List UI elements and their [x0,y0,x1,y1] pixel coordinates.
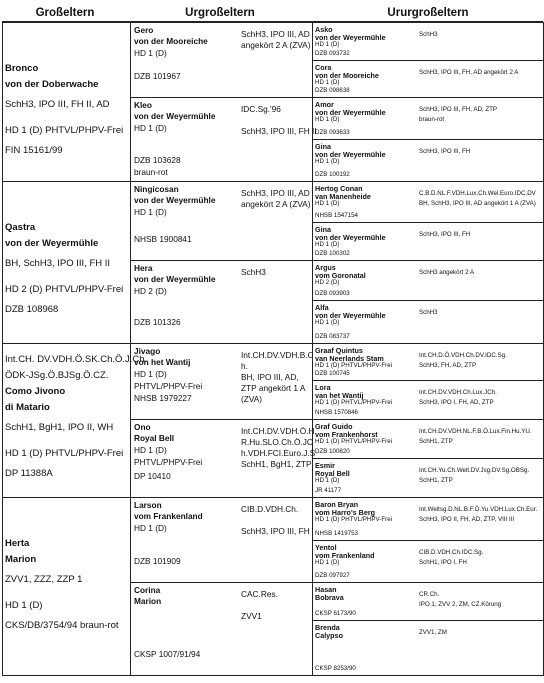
dog-registration: NHSB 1547154 [315,212,358,219]
dog-registration: DZB 093633 [315,129,350,136]
dog-titles: angekört 2 A (ZVA) [241,199,311,209]
dog-titles: SchH3, IPO I, FH, AD, ZTP [419,399,494,406]
dog-titles: SchH3, IPO III, FH II, AD [5,99,110,110]
dog-kennel: von der Mooreiche [315,71,379,80]
greatgreatgrandparent-cell [312,260,544,301]
greatgreatgrandparent-cell [312,343,544,381]
dog-registration: CKSP 1007/91/94 [134,649,201,659]
greatgrandparent-cell [130,343,313,420]
dog-name: Brenda [315,623,340,632]
dog-kennel: di Matario [5,402,50,413]
dog-hd: HD 1 (D) PHTVL/PHPV-Frei [315,438,393,445]
dog-hd: HD 1 (D) PHTVL/PHPV-Frei [315,399,393,406]
dog-hd: HD 1 (D) PHTVL/PHPV-Frei [5,448,124,459]
dog-registration: DZB 093903 [315,290,350,297]
greatgreatgrandparent-cell [312,139,544,182]
grandparent-cell [2,181,131,344]
dog-kennel: von der Weyermühle [315,33,386,42]
dog-registration: DZB 100745 [315,370,350,377]
header-grandparents: Großeltern [35,7,95,19]
dog-titles: IPO 1, ZVV 2, ZM, CZ.Körung [419,601,502,608]
dog-kennel: von der Mooreiche [134,36,208,46]
dog-kennel: von der Weyermühle [315,150,386,159]
dog-kennel: von der Weyermühle [134,111,216,121]
dog-eye: PHTVL/PHPV-Frei [134,457,203,467]
dog-hd: HD 1 (D) [315,41,340,48]
dog-registration: CKSP 6173/90 [315,610,356,617]
dog-titles: h. [241,361,248,371]
header-greatgreatgrandparents: Ururgroßeltern [387,7,469,19]
dog-name: Yentol [315,543,337,552]
dog-titles: SchH3 [241,267,266,277]
dog-kennel: von het Wantij [134,357,191,367]
dog-titles: SchH3, IPO III, FH [419,231,471,238]
dog-kennel: vom Harro's Berg [315,508,376,517]
dog-kennel: von der Weyermühle [315,311,386,320]
dog-kennel: vom Frankenhorst [315,430,378,439]
dog-titles: SchH3, IPO III, AD [241,29,310,39]
dog-titles: ZTP angekört 1 A [241,383,306,393]
dog-registration: FIN 15161/99 [5,145,63,156]
dog-hd: HD 2 (D) [315,279,340,286]
dog-titles: CAC.Res. [241,589,278,599]
dog-kennel: von der Weyermühle [315,233,386,242]
dog-titles: angekört 2 A (ZVA) [241,40,311,50]
dog-hd: HD 1 (D) [134,445,167,455]
dog-eye: PHTVL/PHPV-Frei [134,381,203,391]
dog-registration: NHSB 1419753 [315,530,358,537]
dog-name: Ningicosan [134,184,179,194]
dog-hd: HD 1 (D) [134,523,167,533]
dog-titles: SchH1, ZTP [419,477,453,484]
greatgreatgrandparent-cell [312,181,544,223]
greatgreatgrandparent-cell [312,222,544,261]
dog-registration: DZB 100302 [315,250,350,257]
dog-registration: DZB 098638 [315,87,350,94]
dog-registration: DZB 093732 [315,50,350,57]
dog-name: Ono [134,422,151,432]
dog-titles: BH, SchH3, IPO III, FH II [5,258,111,269]
dog-hd: HD 1 (D) PHTVL/PHPV-Frei [5,125,124,136]
dog-name: Lora [315,383,331,392]
dog-kennel: von der Weyermühle [5,238,99,249]
dog-hd: HD 1 (D) PHTVL/PHPV-Frei [315,516,393,523]
dog-titles: SchH3, IPO III, FH II [241,126,317,136]
dog-name: Graaf Quintus [315,346,363,355]
dog-registration: DZB 100192 [315,171,350,178]
dog-registration: DZB 101967 [134,71,181,81]
dog-name: Graf Guido [315,422,353,431]
dog-titles: SchH3, IPO III, AD [241,188,310,198]
dog-registration: DZB 097927 [315,572,350,579]
dog-titles: ZVV1 [241,611,262,621]
dog-registration: NHSB 1979227 [134,393,192,403]
dog-name: Qastra [5,222,36,233]
dog-name: Alfa [315,303,329,312]
greatgrandparent-cell [130,22,313,98]
dog-kennel: von der Weyermühle [134,195,216,205]
dog-titles: SchH1, BgH1, ZTP [241,459,312,469]
dog-titles: Int.CH.DV.VDH.Ch.Lux.JCh. [419,389,497,396]
dog-hd: HD 1 (D) [315,200,340,207]
greatgreatgrandparent-cell [312,540,544,583]
dog-name: Gina [315,225,331,234]
dog-kennel: Marion [134,596,162,606]
dog-hd: HD 1 (D) [315,319,340,326]
greatgreatgrandparent-cell [312,60,544,98]
dog-registration: DZB 103628 [134,155,181,165]
dog-kennel: van het Wantij [315,391,364,400]
greatgreatgrandparent-cell [312,22,544,61]
dog-hd: HD 1 (D) PHTVL/PHPV-Frei [315,362,393,369]
greatgreatgrandparent-cell [312,97,544,140]
dog-kennel: Royal Bell [315,469,350,478]
dog-hd: HD 2 (D) [134,286,167,296]
dog-titles: (ZVA) [241,394,263,404]
dog-registration: DZB 101326 [134,317,181,327]
dog-kennel: vom Frankenland [134,511,203,521]
header-greatgrandparents: Urgroßeltern [185,7,255,19]
titles-prefix: Int.CH. DV.VDH.Ö.SK.Ch.Ö.J.Ch. [5,354,148,365]
dog-kennel: Marion [5,554,37,565]
grandparent-cell [2,22,131,182]
dog-name: Gero [134,25,154,35]
greatgreatgrandparent-cell [312,620,544,676]
dog-registration: NHSB 1570846 [315,409,358,416]
dog-registration: DP 10410 [134,471,171,481]
dog-name: Herta [5,538,30,549]
dog-titles: braun-rot [419,116,445,123]
dog-registration: DZB 101909 [134,556,181,566]
greatgrandparent-cell [130,260,313,344]
dog-titles: ZVV1, ZM [419,629,447,636]
dog-titles: SchH1, ZTP [419,438,453,445]
dog-hd: HD 1 (D) [315,477,340,484]
dog-hd: HD 1 (D) [315,116,340,123]
dog-kennel: vom Goronatal [315,271,366,280]
dog-hd: HD 1 (D) [315,79,340,86]
dog-titles: SchH3, IPO III, FH [419,148,471,155]
dog-hd: HD 1 (D) [315,559,340,566]
greatgrandparent-cell [130,497,313,583]
dog-hd: HD 1 (D) [5,600,43,611]
dog-titles: CR.Ch. [419,591,440,598]
dog-kennel: van Manenheide [315,192,371,201]
dog-name: Como Jivono [5,386,66,397]
dog-hd: HD 1 (D) [315,158,340,165]
dog-kennel: van Neerlands Stam [315,354,384,363]
dog-name: Cora [315,63,332,72]
dog-titles: Int.Weltsg.D.NL.B.F.Ö.Yu.VDH.Lux.Ch.Eur. [419,506,538,513]
dog-hd: HD 1 (D) [134,369,167,379]
dog-name: Asko [315,25,333,34]
dog-titles: SchH3, IPO III, FH, AD, ZTP [419,106,498,113]
dog-name: Argus [315,263,336,272]
dog-hd: HD 1 (D) [134,207,167,217]
dog-titles: SchH3, IPO II, FH, AD, ZTP, VIII III [419,516,515,523]
dog-kennel: von der Weyermühle [134,274,216,284]
dog-titles: SchH1, IPO I, FH [419,559,467,566]
dog-registration: DZB 083737 [315,333,350,340]
dog-titles: SchH3 [419,309,438,316]
greatgreatgrandparent-cell [312,497,544,541]
dog-titles: ZVV1, ZZZ, ZZP 1 [5,574,83,585]
titles-prefix: ÖDK-JSg.Ö.BJSg.Ö.CZ. [5,370,109,381]
dog-titles: SchH3 angekört 2 A [419,269,475,276]
dog-name: Hasan [315,585,337,594]
dog-hd: HD 1 (D) [134,123,167,133]
dog-titles: Int.CH.Yu.Ch.Welt.DV.Jsg.DV.Sg.OBSg. [419,467,530,474]
dog-name: Amor [315,100,334,109]
dog-name: Jivago [134,346,161,356]
grandparent-cell [2,497,131,676]
dog-titles: R.Hu.SLO.Ch.Ö.JC [241,437,313,447]
dog-name: Larson [134,500,162,510]
dog-kennel: vom Frankenland [315,551,375,560]
dog-kennel: Royal Bell [134,433,175,443]
dog-registration: DZB 100820 [315,448,350,455]
dog-titles: SchH1, BgH1, IPO II, WH [5,422,114,433]
dog-hd: HD 1 (D) [315,241,340,248]
dog-titles: BH, IPO III, AD, [241,372,299,382]
dog-name: Hertog Conan [315,184,363,193]
dog-titles: CIB.D.VDH.Ch.IDC.Sg. [419,549,484,556]
dog-name: Gina [315,142,331,151]
dog-titles: IDC.Sg.'96 [241,104,281,114]
dog-name: Esmir [315,461,335,470]
dog-registration: CKSP 8253/90 [315,665,356,672]
dog-registration: DP 11388A [5,468,53,479]
dog-titles: h.VDH.FCI.Euro.J.S [241,448,316,458]
dog-titles: Int.CH.DV.VDH.Ö.H [241,426,315,436]
greatgreatgrandparent-cell [312,300,544,344]
dog-registration: NHSB 1900841 [134,234,192,244]
dog-kennel: Calypso [315,631,343,640]
dog-kennel: von der Doberwache [5,79,99,90]
dog-name: Bronco [5,63,39,74]
dog-registration: CKS/DB/3754/94 braun-rot [5,620,119,631]
dog-kennel: Bobrava [315,593,344,602]
greatgreatgrandparent-cell [312,380,544,420]
dog-titles: CIB.D.VDH.Ch. [241,504,299,514]
dog-name: Kleo [134,100,152,110]
dog-name: Corina [134,585,161,595]
dog-name: Hera [134,263,153,273]
dog-registration: JR 41177 [315,487,342,494]
dog-titles: SchH3 [419,31,438,38]
dog-titles: C.B.D.NL.F.VDH.Lux.Ch.Wel.Euro.IDC.DV [419,190,536,197]
dog-color: braun-rot [134,167,168,177]
dog-titles: Int.CH.D.Ö.VDH.Ch.DV.IDC.Sg. [419,352,507,359]
greatgrandparent-cell [130,97,317,182]
greatgrandparent-cell [130,181,313,261]
greatgreatgrandparent-cell [312,458,544,498]
dog-titles: BH, SchH3, IPO III, AD angekört 1 A (ZVA) [419,200,536,207]
greatgrandparent-cell [130,419,316,498]
dog-titles: SchH3, FH, AD, ZTP [419,362,477,369]
dog-titles: SchH3, IPO III, FH, AD angekört 2 A [419,69,519,76]
dog-kennel: von der Weyermühle [315,108,386,117]
dog-name: Baron Bryan [315,500,359,509]
dog-hd: HD 2 (D) PHTVL/PHPV-Frei [5,284,124,295]
dog-hd: HD 1 (D) [134,48,167,58]
dog-registration: DZB 108968 [5,304,59,315]
dog-titles: Int.CH.DV.VDH.NL.F.B.Ö.Lux.Fin.Hu.YU. [419,428,532,435]
greatgrandparent-cell [130,582,313,676]
greatgreatgrandparent-cell [312,419,544,459]
dog-titles: SchH3, IPO III, FH [241,526,310,536]
dog-titles: Int.CH.DV.VDH.B.C [241,350,314,360]
greatgreatgrandparent-cell [312,582,544,621]
